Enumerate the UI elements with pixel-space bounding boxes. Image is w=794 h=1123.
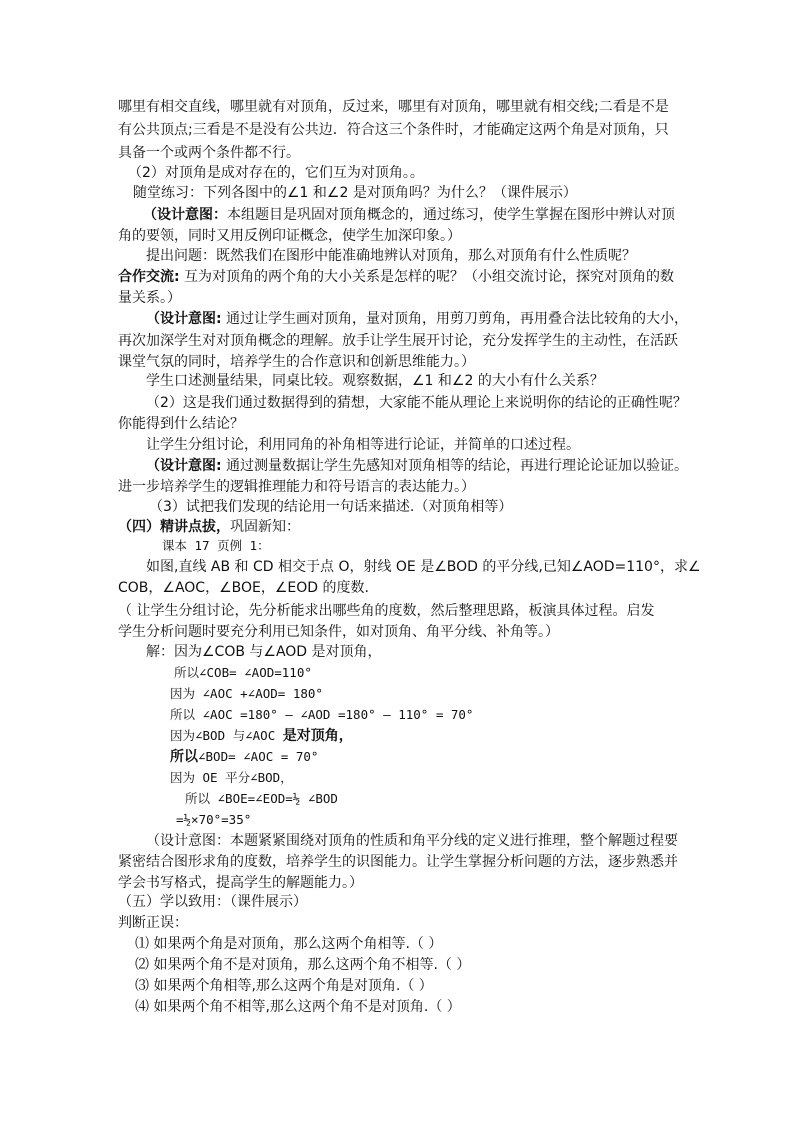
solution-bold: 是对顶角， bbox=[282, 728, 353, 744]
paragraph-line: 判断正误： bbox=[118, 915, 188, 931]
paragraph-line: （2）这是我们通过数据得到的猜想，大家能不能从理论上来说明你的结论的正确性呢？ bbox=[146, 395, 687, 411]
paragraph-line: 有公共顶点;三看是不是没有公共边．符合这三个条件时，才能确定这两个角是对顶角，只 bbox=[118, 122, 669, 138]
paragraph-line: 随堂练习：下列各图中的∠1 和∠2 是对顶角吗？为什么？（课件展示） bbox=[133, 185, 577, 201]
solution-text: 因为∠BOD 与∠AOC bbox=[170, 728, 283, 743]
paragraph-line: 课本 17 页例 1： bbox=[162, 538, 270, 553]
paragraph-line bbox=[146, 308, 688, 330]
section-heading: （五）学以致用：（课件展示） bbox=[118, 894, 307, 910]
design-intent-label: （设计意图： bbox=[143, 207, 227, 223]
solution-line: =½×70°=35° bbox=[176, 812, 252, 827]
paragraph-line: 学生口述测量结果，同桌比较。观察数据，∠1 和∠2 的大小有什么关系？ bbox=[146, 373, 604, 389]
paragraph-line: （ 让学生分组讨论，先分析能求出哪些角的度数，然后整理思路，板演具体过程。启发 bbox=[118, 603, 655, 619]
list-item: ⑴ 如果两个角是对顶角，那么这两个角相等.（ ） bbox=[135, 936, 443, 952]
solution-line: 所以 ∠AOC =180° — ∠AOD =180° — 110° = 70° bbox=[170, 707, 474, 722]
paragraph-text: 互为对顶角的两个角的大小关系是怎样的呢？（小组交流讨论，探究对顶角的数 bbox=[179, 269, 675, 285]
paragraph-line: 学生分析问题时要充分利用已知条件，如对顶角、角平分线、补角等。） bbox=[118, 624, 559, 640]
solution-bold: 所以 bbox=[170, 749, 198, 765]
paragraph-text: 通过测量数据让学生先感知对顶角相等的结论，再进行理论论证加以验证。 bbox=[221, 458, 689, 474]
paragraph-line: 课堂气氛的同时，培养学生的合作意识和创新思维能力。） bbox=[118, 354, 475, 370]
paragraph-line: 让学生分组讨论，利用同角的补角相等进行论证，并简单的口述过程。 bbox=[146, 437, 580, 453]
solution-line: 所以 ∠BOE=∠EOD=½ ∠BOD bbox=[185, 791, 338, 806]
paragraph-line: 如图,直线 AB 和 CD 相交于点 O，射线 OE 是∠BOD 的平分线,已知∠AOD=110°，求∠ bbox=[146, 559, 701, 575]
solution-line: 解：因为∠COB 与∠AOD 是对顶角， bbox=[146, 644, 382, 660]
solution-line: 所以∠COB= ∠AOD=110° bbox=[174, 665, 312, 680]
paragraph-line bbox=[118, 266, 674, 288]
solution-line: 因为 ∠AOC +∠AOD= 180° bbox=[170, 686, 323, 701]
paragraph-line bbox=[143, 204, 675, 226]
paragraph-line: （2）对顶角是成对存在的，它们互为对顶角。。 bbox=[128, 165, 424, 181]
solution-line: 因为 OE 平分∠BOD， bbox=[170, 770, 293, 785]
paragraph-line: 量关系。） bbox=[118, 290, 181, 306]
paragraph-line: 具备一个或两个条件都不行。 bbox=[118, 145, 300, 161]
list-item: ⑷ 如果两个角不相等,那么这两个角不是对顶角.（ ） bbox=[135, 999, 461, 1015]
design-intent-label: （设计意图: bbox=[146, 311, 222, 327]
paragraph-text: 本组题目是巩固对顶角概念的，通过练习，使学生掌握在图形中辨认对顶 bbox=[227, 207, 675, 223]
paragraph-line: 角的要领，同时又用反例印证概念，使学生加深印象。） bbox=[118, 228, 461, 244]
section-heading-text: 巩固新知： bbox=[230, 519, 300, 535]
section-heading-bold: （四）精讲点拔， bbox=[118, 519, 230, 535]
solution-text: ∠BOD= ∠AOC = 70° bbox=[198, 749, 319, 764]
paragraph-line: 学会书写格式，提高学生的解题能力。） bbox=[118, 875, 363, 891]
paragraph-line: 紧密结合图形求角的度数，培养学生的识图能力。让学生掌握分析问题的方法，逐步熟悉并 bbox=[118, 854, 678, 870]
paragraph-line: 哪里有相交直线，哪里就有对顶角，反过来，哪里有对顶角，哪里就有相交线;二看是不是 bbox=[118, 99, 669, 115]
list-item: ⑶ 如果两个角相等,那么这两个角是对顶角.（ ） bbox=[135, 978, 433, 994]
list-item: ⑵ 如果两个角不是对顶角，那么这两个角不相等.（ ） bbox=[135, 957, 471, 973]
paragraph-line: 你能得到什么结论？ bbox=[118, 416, 244, 432]
solution-line bbox=[170, 746, 318, 768]
paragraph-line: 进一步培养学生的逻辑推理能力和符号语言的表达能力。） bbox=[118, 479, 475, 495]
paragraph-line: 提出问题：既然我们在图形中能准确地辨认对顶角，那么对顶角有什么性质呢？ bbox=[146, 248, 636, 264]
design-intent-label: （设计意图: bbox=[146, 458, 222, 474]
paragraph-line: 再次加深学生对对顶角概念的理解。放手让学生展开讨论，充分发挥学生的主动性，在活跃 bbox=[118, 333, 678, 349]
paragraph-line: COB，∠AOC，∠BOE，∠EOD 的度数. bbox=[118, 580, 369, 596]
paragraph-line: （设计意图：本题紧紧围绕对顶角的性质和角平分线的定义进行推理，整个解题过程要 bbox=[146, 833, 678, 849]
paragraph-text: 通过让学生画对顶角，量对顶角，用剪刀剪角，再用叠合法比较角的大小， bbox=[221, 311, 689, 327]
paragraph-line: （3）试把我们发现的结论用一句话来描述.（对顶角相等） bbox=[149, 499, 513, 515]
cooperation-label: 合作交流: bbox=[118, 269, 180, 285]
solution-line bbox=[170, 725, 353, 747]
paragraph-line bbox=[146, 455, 688, 477]
